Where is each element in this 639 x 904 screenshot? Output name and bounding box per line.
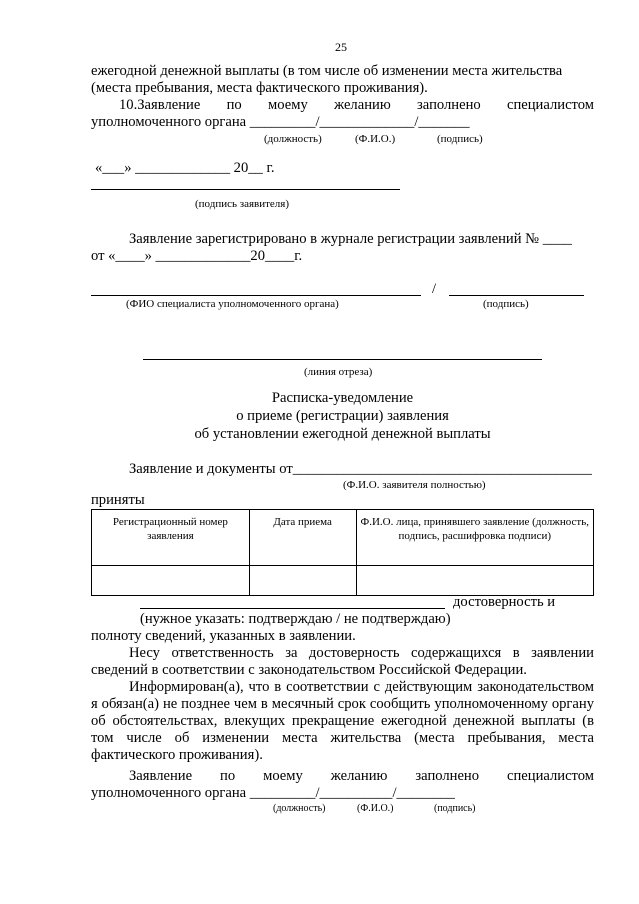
- completeness-line: полноту сведений, указанных в заявлении.: [91, 628, 356, 644]
- caption-specialist-fio: (ФИО специалиста уполномоченного органа): [126, 298, 339, 310]
- table-cell: [92, 566, 250, 596]
- caption-fio: (Ф.И.О.): [355, 133, 396, 145]
- item10-line2: уполномоченного органа _________/_____________/_______: [91, 114, 470, 130]
- caption-bottom-fio: (Ф.И.О.): [357, 803, 394, 814]
- caption-signature: (подпись): [437, 133, 483, 145]
- filled-by-line2: уполномоченного органа _________/__________/________: [91, 785, 455, 801]
- documents-from-line: Заявление и документы от_________________________________________: [129, 461, 592, 477]
- caption-applicant-full-name: (Ф.И.О. заявителя полностью): [343, 479, 486, 491]
- caption-bottom-position: (должность): [273, 803, 326, 814]
- caption-applicant-signature: (подпись заявителя): [195, 198, 290, 210]
- applicant-signature-line: [91, 189, 400, 190]
- registration-table: [91, 509, 594, 596]
- receipt-title-line2: о приеме (регистрации) заявления: [236, 408, 449, 424]
- table-header-cell: Дата приема: [249, 510, 356, 566]
- table-row: [92, 566, 594, 596]
- table-header-cell: Регистрационный номер заявления: [92, 510, 250, 566]
- registration-line1: Заявление зарегистрировано в журнале регистрации заявлений № ____: [129, 231, 572, 247]
- table-header-row: [92, 510, 594, 566]
- caption-position: (должность): [264, 133, 322, 145]
- cut-line-caption: (линия отреза): [304, 366, 373, 378]
- table-cell: [356, 566, 593, 596]
- confirm-blank-line: [140, 608, 445, 609]
- registration-slash: /: [432, 281, 437, 297]
- filled-by-line1: Заявление по моему желанию заполнено специалистом: [129, 768, 594, 784]
- receipt-title-line1: Расписка-уведомление: [271, 390, 414, 406]
- table-cell: [249, 566, 356, 596]
- caption-specialist-signature: (подпись): [483, 298, 529, 310]
- cut-line: [143, 359, 542, 360]
- receipt-title-line3: об установлении ежегодной денежной выплаты: [194, 426, 491, 442]
- top-text-line1: ежегодной денежной выплаты (в том числе об изменении места жительства: [91, 63, 563, 79]
- top-text-line2: (места пребывания, места фактического проживания).: [91, 80, 428, 96]
- informed-paragraph: Информирован(а), что в соответствии с действующим законодательством я обязан(а) не позднее чем в месячный срок сообщить уполномоченному органу об обстоятельствах, влекущих прекращение ежегодной денежной выплаты (в том числе об изменении места жительства (места пребывания, места фактического проживания).: [91, 679, 594, 763]
- responsibility-paragraph: Несу ответственность за достоверность содержащихся в заявлении сведений в соответствии с законодательством Российской Федерации.: [91, 645, 594, 678]
- date-line: «___» _____________ 20__ г.: [95, 160, 275, 176]
- page-number: 25: [335, 40, 347, 54]
- registration-line2: от «____» _____________20____г.: [91, 248, 303, 264]
- confirm-tail-text: достоверность и: [453, 594, 556, 610]
- specialist-fio-line: [91, 295, 421, 296]
- table-header-cell: Ф.И.О. лица, принявшего заявление (должность, подпись, расшифровка подписи): [356, 510, 593, 566]
- confirm-note: (нужное указать: подтверждаю / не подтверждаю): [140, 611, 451, 627]
- accepted-label: приняты: [91, 492, 145, 508]
- item10-line1: 10.Заявление по моему желанию заполнено специалистом: [119, 97, 594, 113]
- caption-bottom-signature: (подпись): [434, 803, 476, 814]
- specialist-signature-line: [449, 295, 584, 296]
